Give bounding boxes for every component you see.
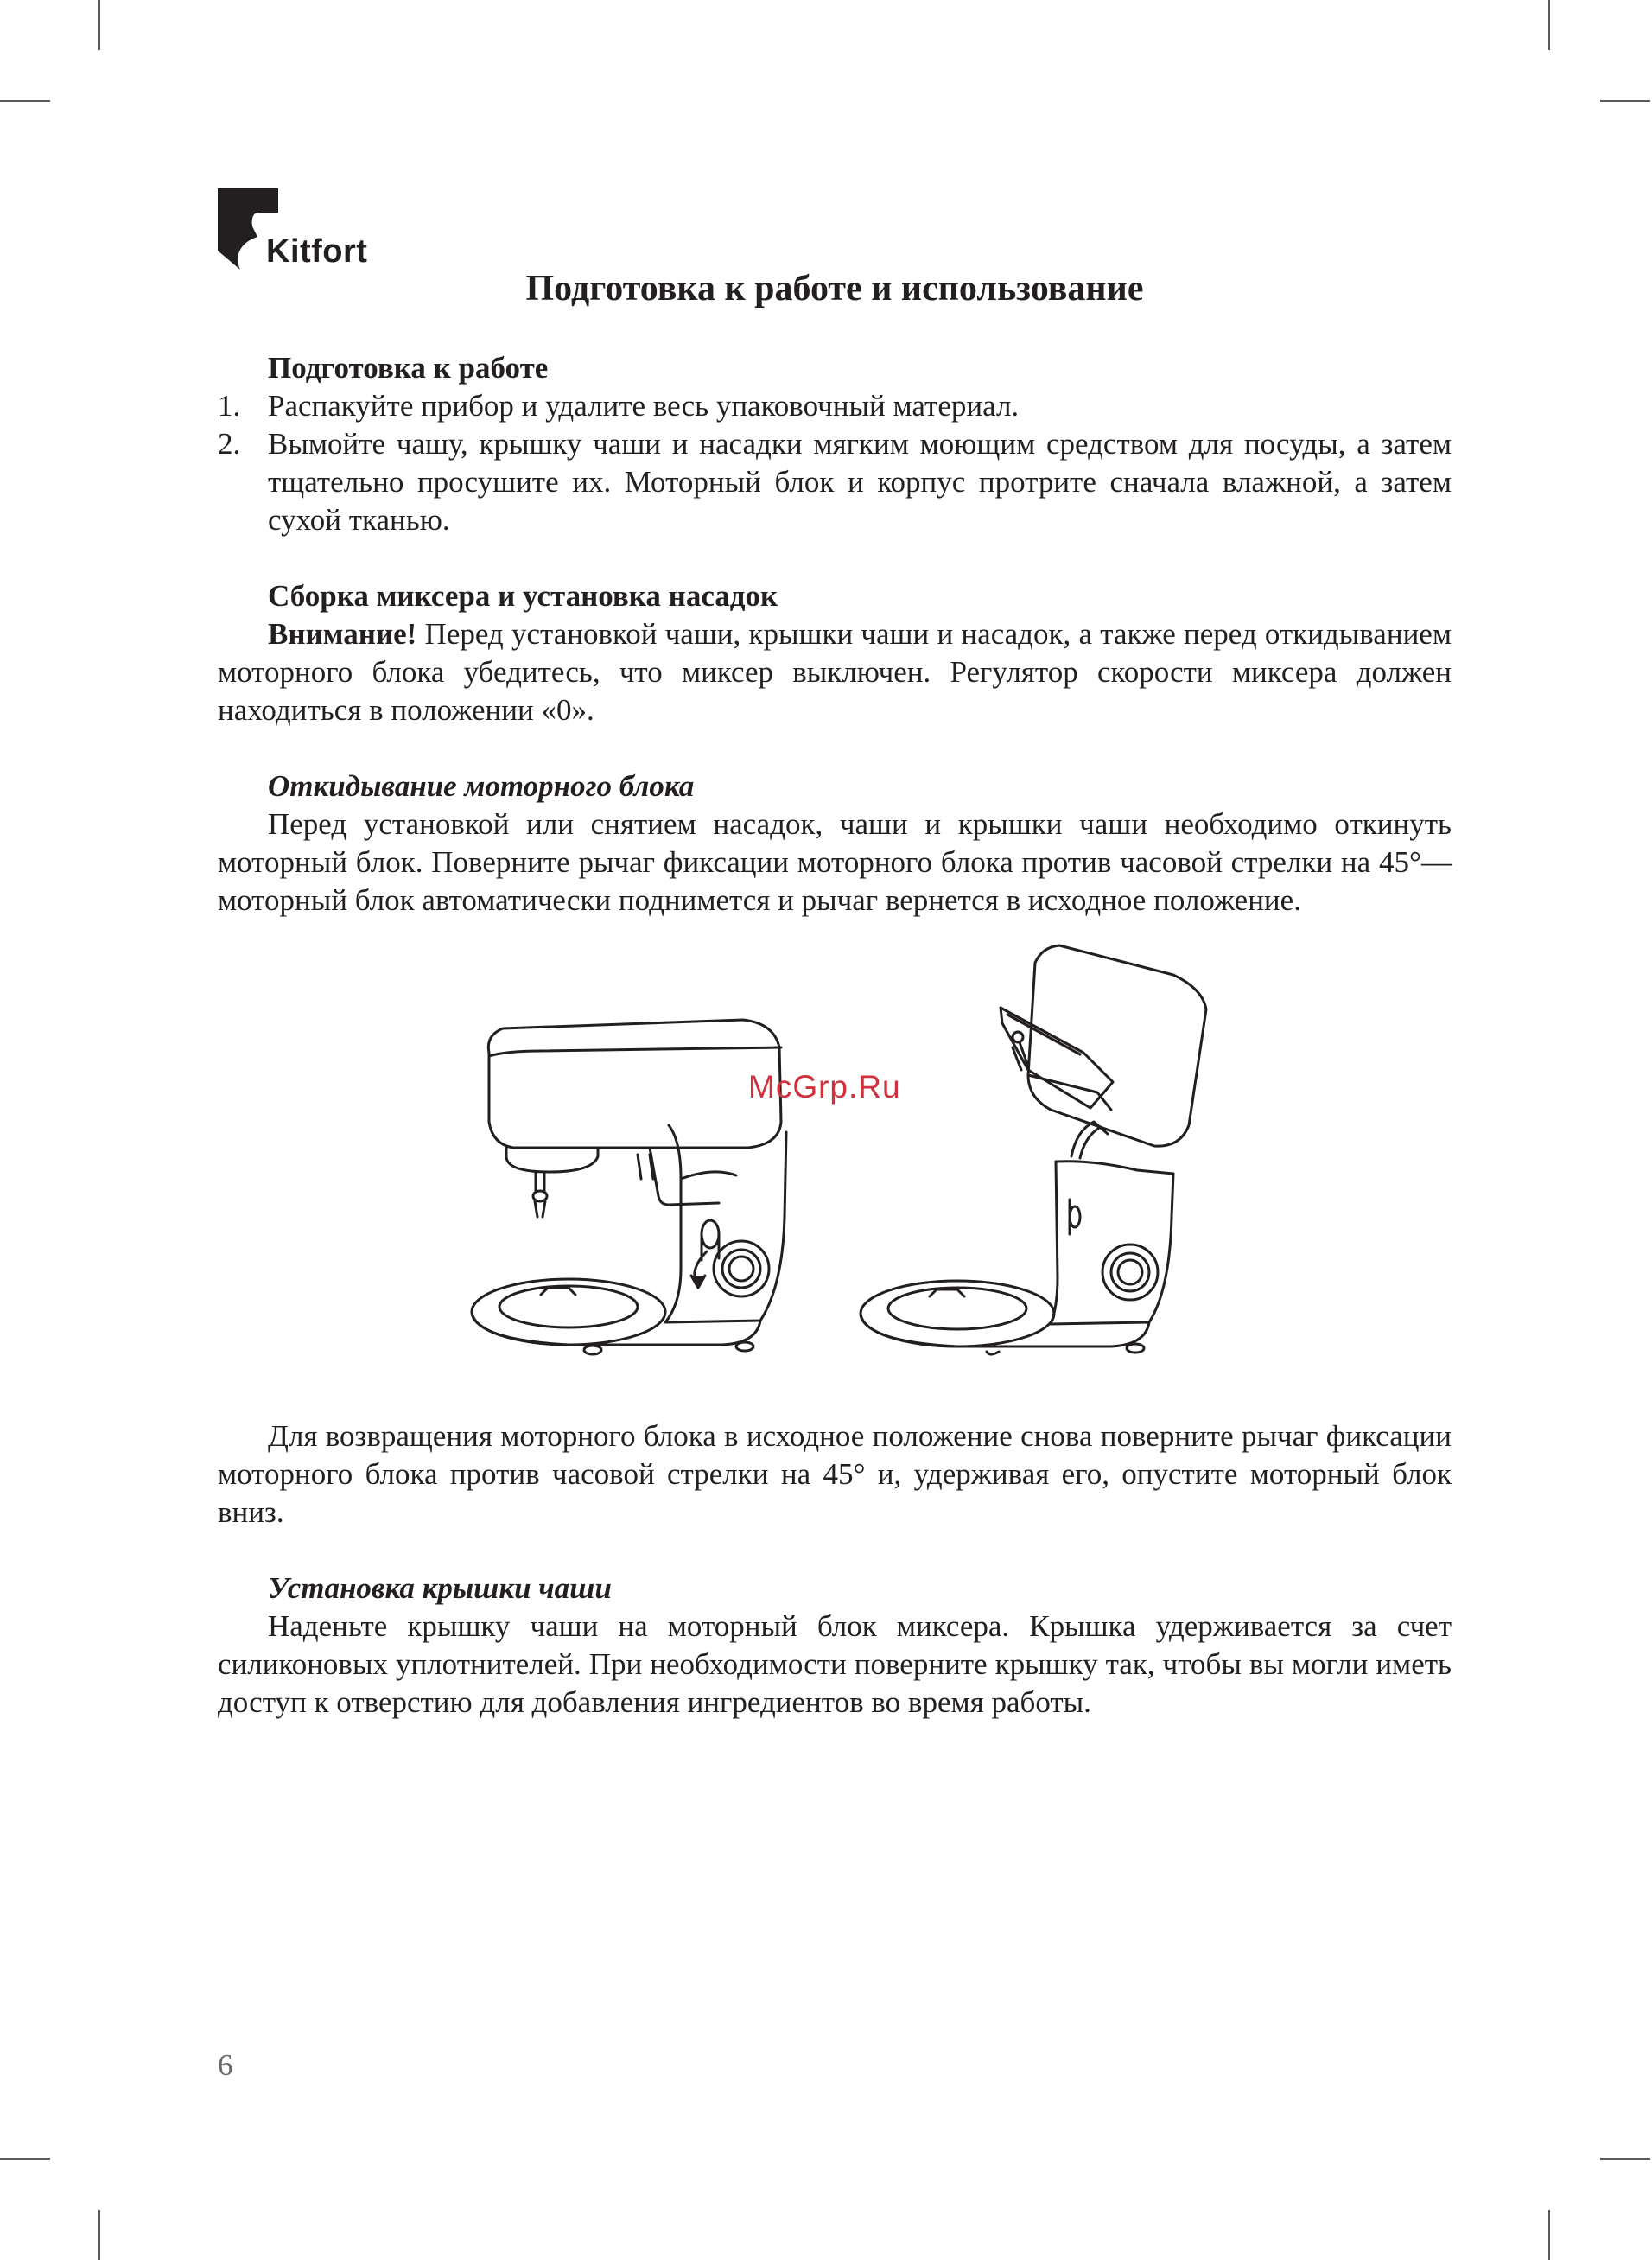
mixer-closed-drawing (472, 1020, 786, 1354)
crop-mark (98, 0, 100, 50)
section-heading-lid: Установка крышки чаши (268, 1571, 612, 1605)
crop-mark (98, 2210, 100, 2260)
section-heading-prep: Подготовка к работе (268, 351, 549, 385)
crop-mark (1548, 2210, 1550, 2260)
brand-logo (218, 188, 391, 275)
page-title: Подготовка к работе и использование (525, 269, 1144, 309)
list-item-number: 1. (218, 389, 241, 423)
tilt-paragraph: Перед установкой или снятием насадок, чаши и крышки чаши необходимо откинуть моторный блок. Поверните рычаг фиксации моторного блока против часовой стрелки на 45°— моторный блок автоматически поднимется и рычаг вернется в исходное положение. (218, 807, 1452, 917)
list-item-number: 2. (218, 427, 241, 461)
list-item (218, 425, 1452, 539)
logo-text: Kitfort (266, 233, 368, 270)
page-number: 6 (218, 2048, 233, 2082)
warning-paragraph (218, 615, 1452, 729)
mixer-open-drawing (861, 945, 1206, 1354)
warning-text: Перед установкой чаши, крышки чаши и насадок, а также перед откидыванием моторного блока убедитесь, что миксер выключен. Регулятор скорости миксера должен находиться в положении «0». (218, 617, 1452, 727)
crop-mark (1548, 0, 1550, 50)
lid-paragraph: Наденьте крышку чаши на моторный блок миксера. Крышка удерживается за счет силиконовых уплотнителей. При необходимости поверните крышку так, чтобы вы могли иметь доступ к отверстию для добавления ингредиентов во время работы. (218, 1609, 1452, 1719)
section-heading-assembly: Сборка миксера и установка насадок (268, 579, 778, 613)
crop-mark (0, 100, 50, 102)
warning-label: Внимание! (268, 617, 417, 651)
mixer-illustration (454, 940, 1249, 1390)
crop-mark (0, 2158, 50, 2160)
section-heading-tilt: Откидывание моторного блока (268, 769, 695, 803)
list-item-text: Вымойте чашу, крышку чаши и насадки мягким моющим средством для посуды, а затем тщательно просушите их. Моторный блок и корпус протрите сначала влажной, а затем сухой тканью. (268, 427, 1452, 537)
page-content (218, 349, 1452, 1722)
prep-steps-list (218, 387, 1452, 539)
list-item (218, 387, 1452, 425)
crop-mark (1600, 2158, 1650, 2160)
crop-mark (1600, 100, 1650, 102)
list-item-text: Распакуйте прибор и удалите весь упаковочный материал. (268, 389, 1020, 423)
watermark: McGrp.Ru (748, 1069, 901, 1105)
return-paragraph: Для возвращения моторного блока в исходное положение снова поверните рычаг фиксации моторного блока против часовой стрелки на 45° и, удерживая его, опустите моторный блок вниз. (218, 1419, 1452, 1529)
